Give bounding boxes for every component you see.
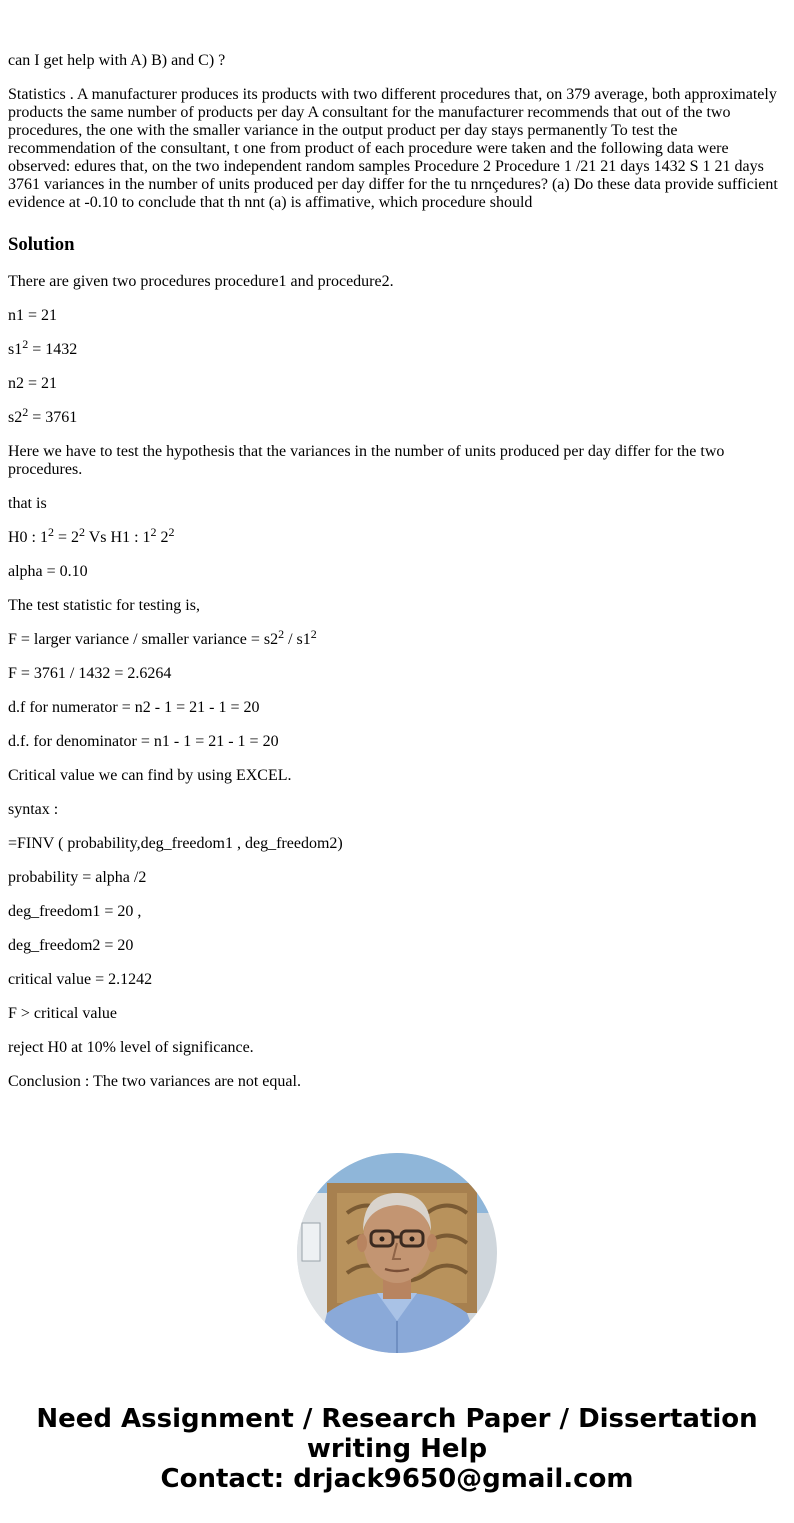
finv-formula: =FINV ( probability,deg_freedom1 , deg_freedom2) xyxy=(8,835,343,852)
promo-banner xyxy=(0,1404,794,1494)
s1-symbol: s1 xyxy=(8,341,23,358)
superscript-two: 2 xyxy=(278,627,285,641)
f-definition-denominator: / s1 xyxy=(284,631,311,648)
f-calculation: F = 3761 / 1432 = 2.6264 xyxy=(8,665,172,682)
deg-freedom2-value: deg_freedom2 = 20 xyxy=(8,937,134,954)
superscript-two: 2 xyxy=(48,525,54,539)
n1-value: n1 = 21 xyxy=(8,307,58,324)
promo-contact: Contact: drjack9650@gmail.com xyxy=(160,1464,634,1494)
promo-line-1: Need Assignment / Research Paper / Dissertation xyxy=(36,1404,758,1434)
hypotheses-statement xyxy=(8,525,786,547)
h1-rhs-part: 2 xyxy=(156,529,169,546)
syntax-label: syntax : xyxy=(8,801,59,818)
that-is-text: that is xyxy=(8,495,47,512)
df-numerator: d.f for numerator = n2 - 1 = 21 - 1 = 20 xyxy=(8,699,260,716)
superscript-two: 2 xyxy=(150,525,157,539)
hypothesis-description: Here we have to test the hypothesis that the variances in the number of units produced per day differ for the two procedures. xyxy=(8,443,725,478)
f-definition-numerator: F = larger variance / smaller variance = s2 xyxy=(8,631,279,648)
s2-number: = 3761 xyxy=(28,409,78,426)
f-definition xyxy=(8,627,786,649)
reject-statement: reject H0 at 10% level of significance. xyxy=(8,1039,254,1056)
superscript-two: 2 xyxy=(22,337,29,351)
question-intro: can I get help with A) B) and C) ? xyxy=(8,52,226,69)
critical-value: critical value = 2.1242 xyxy=(8,971,153,988)
promo-line-2: writing Help xyxy=(306,1434,488,1464)
s2-squared-value xyxy=(8,405,786,427)
h0-equals-part: = 2 xyxy=(54,529,80,546)
solution-heading: Solution xyxy=(8,234,75,255)
h1-part: Vs H1 : 1 xyxy=(85,529,151,546)
comparison: F > critical value xyxy=(8,1005,117,1022)
superscript-two: 2 xyxy=(79,525,86,539)
superscript-two: 2 xyxy=(310,627,317,641)
document-content xyxy=(8,0,786,1091)
superscript-two: 2 xyxy=(168,525,175,539)
h0-part: H0 : 1 xyxy=(8,529,48,546)
s1-squared-value xyxy=(8,337,786,359)
alpha-value: alpha = 0.10 xyxy=(8,563,88,580)
critical-value-intro: Critical value we can find by using EXCEL. xyxy=(8,767,292,784)
author-photo xyxy=(297,1153,497,1353)
conclusion: Conclusion : The two variances are not equal. xyxy=(8,1073,301,1090)
n2-value: n2 = 21 xyxy=(8,375,58,392)
author-portrait-image xyxy=(297,1153,497,1353)
deg-freedom1-value: deg_freedom1 = 20 , xyxy=(8,903,142,920)
df-denominator: d.f. for denominator = n1 - 1 = 21 - 1 = 20 xyxy=(8,733,279,750)
solution-intro: There are given two procedures procedure1 and procedure2. xyxy=(8,273,394,290)
probability-value: probability = alpha /2 xyxy=(8,869,147,886)
s2-symbol: s2 xyxy=(8,409,23,426)
s1-number: = 1432 xyxy=(28,341,78,358)
question-body: Statistics . A manufacturer produces its products with two different procedures that, on 379 average, both approximately products the same number of products per day A consultant for the manufacturer recommends that out of the two procedures, the one with the smaller variance in the output product per day stays permanently To test the recommendation of the consultant, t one from product of each procedure were taken and the following data were observed: edures that, on the two independent random samples Procedure 2 Procedure 1 /21 21 days 1432 S 1 21 days 3761 variances in the number of units produced per day differ for the tu nrnçedures? (a) Do these data provide sufficient evidence at -0.10 to conclude that th nnt (a) is affimative, which procedure should xyxy=(8,86,778,211)
test-statistic-intro: The test statistic for testing is, xyxy=(8,597,200,614)
superscript-two: 2 xyxy=(22,405,29,419)
